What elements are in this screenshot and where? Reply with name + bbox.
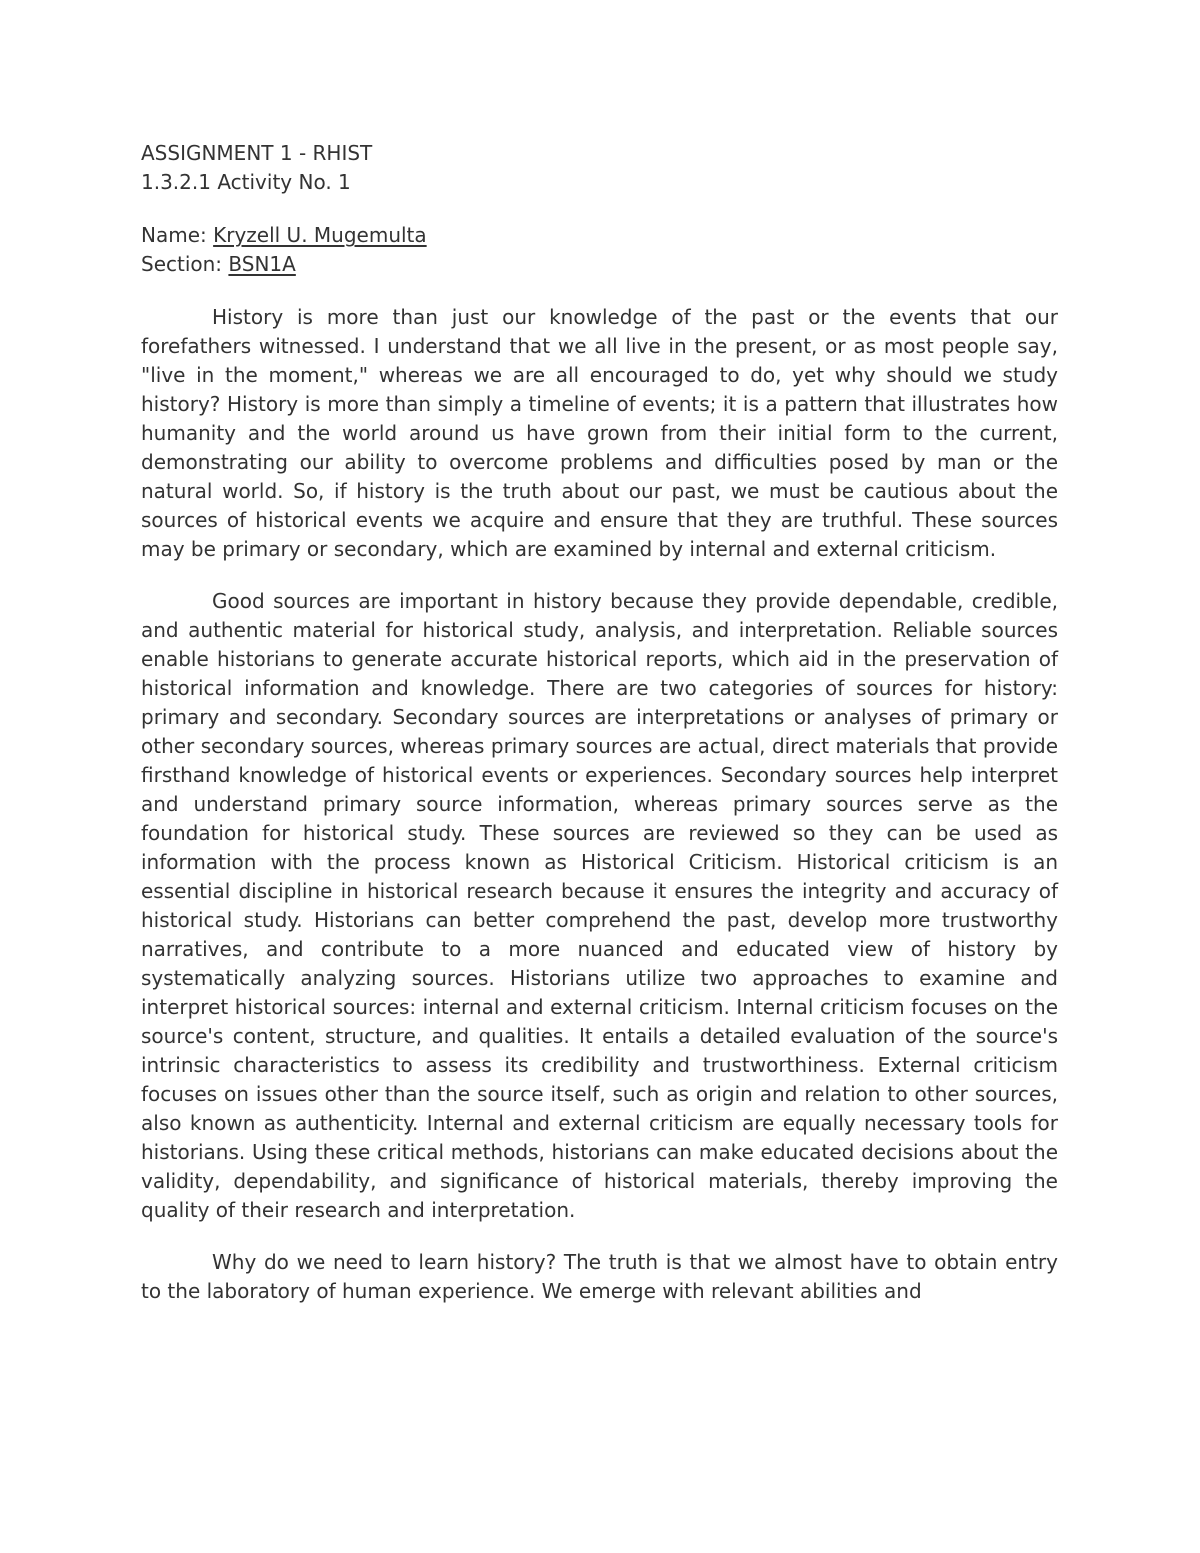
section-label: Section:: [141, 252, 229, 276]
student-section-line: [141, 250, 1058, 279]
activity-label: 1.3.2.1 Activity No. 1: [141, 170, 351, 194]
student-name-line: [141, 221, 1058, 250]
student-name: Kryzell U. Mugemulta: [213, 223, 427, 247]
body-paragraph-2: Good sources are important in history because they provide dependable, credible, and authentic material for historical study, analysis, and interpretation. Reliable sources enable historians to generate accurate historical reports, which aid in the preservation of historical information and knowledge. There are two categories of sources for history: primary and secondary. Secondary sources are interpretations or analyses of primary or other secondary sources, whereas primary sources are actual, direct materials that provide firsthand knowledge of historical events or experiences. Secondary sources help interpret and understand primary source information, whereas primary sources serve as the foundation for historical study. These sources are reviewed so they can be used as information with the process known as Historical Criticism. Historical criticism is an essential discipline in historical research because it ensures the integrity and accuracy of historical study. Historians can better comprehend the past, develop more trustworthy narratives, and contribute to a more nuanced and educated view of history by systematically analyzing sources. Historians utilize two approaches to examine and interpret historical sources: internal and external criticism. Internal criticism focuses on the source's content, structure, and qualities. It entails a detailed evaluation of the source's intrinsic characteristics to assess its credibility and trustworthiness. External criticism focuses on issues other than the source itself, such as origin and relation to other sources, also known as authenticity. Internal and external criticism are equally necessary tools for historians. Using these critical methods, historians can make educated decisions about the validity, dependability, and significance of historical materials, thereby improving the quality of their research and interpretation.: [141, 589, 1058, 1222]
name-label: Name:: [141, 223, 214, 247]
document-page: [141, 139, 1058, 1306]
spacer: [141, 197, 1058, 221]
assignment-title: ASSIGNMENT 1 - RHIST: [141, 141, 373, 165]
body-paragraph-3: Why do we need to learn history? The truth is that we almost have to obtain entry to the laboratory of human experience. We emerge with relevant abilities and: [141, 1250, 1058, 1303]
student-section: BSN1A: [228, 252, 296, 276]
body-paragraph-1: History is more than just our knowledge of the past or the events that our forefathers witnessed. I understand that we all live in the present, or as most people say, "live in the moment," whereas we are all encouraged to do, yet why should we study history? History is more than simply a timeline of events; it is a pattern that illustrates how humanity and the world around us have grown from their initial form to the current, demonstrating our ability to overcome problems and difficulties posed by man or the natural world. So, if history is the truth about our past, we must be cautious about the sources of historical events we acquire and ensure that they are truthful. These sources may be primary or secondary, which are examined by internal and external criticism.: [141, 305, 1058, 561]
